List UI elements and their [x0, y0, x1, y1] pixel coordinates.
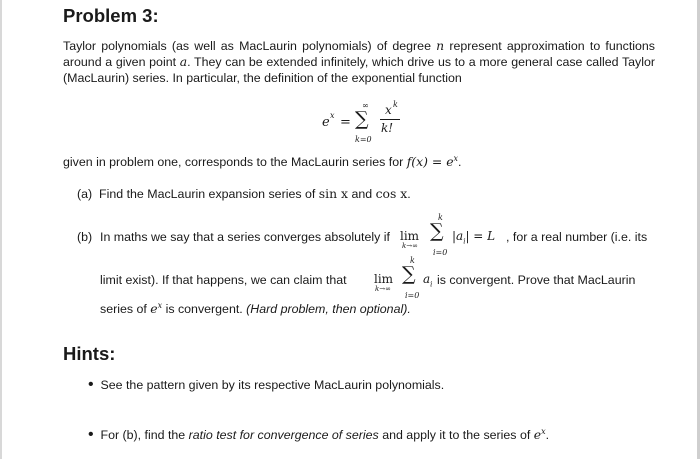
part-b-optional-note: (Hard problem, then optional).: [246, 302, 411, 317]
sum-1-sigma: ∑: [430, 220, 444, 242]
formula-lhs: e: [322, 115, 330, 130]
sum-1-lower: i=0: [433, 248, 448, 257]
formula-sigma: ∑: [355, 108, 369, 130]
bullet-icon: •: [88, 376, 94, 393]
hint-2-text-1: For (b), find the: [100, 428, 189, 442]
var-a: a: [179, 54, 188, 69]
formula-numerator-sup: k: [393, 100, 398, 109]
given-fx: f(x) = e: [406, 154, 454, 170]
sin-x: sin x: [318, 186, 348, 201]
intro-text-3: . They can be extended infinitely, which drive us to a more general case called Taylor (MacLaurin) series. In particular, the definition of the exponential function: [63, 55, 656, 85]
term-a: a: [423, 272, 431, 286]
abs-term-a: |a: [452, 229, 464, 243]
given-line: [63, 154, 462, 169]
sum-2-upper: k: [410, 256, 415, 265]
part-b-e: e: [150, 301, 158, 317]
hints-title: Hints:: [63, 343, 116, 364]
given-end: .: [458, 155, 462, 170]
hint-1: [88, 376, 444, 394]
intro-text-2: represent approximation to functions around a given point: [63, 39, 656, 69]
formula-upper-limit: ∞: [362, 101, 369, 110]
part-a: [77, 186, 411, 201]
formula-equals: =: [340, 115, 351, 130]
formula-lhs-sup: x: [330, 111, 335, 120]
term-sub: i: [430, 280, 433, 289]
part-b-e-sup: x: [157, 301, 163, 310]
hint-2-ratio-test: ratio test for convergence of series: [188, 428, 379, 442]
given-fx-sup: x: [453, 154, 459, 163]
hint-2-e: e: [533, 427, 542, 442]
formula-numerator: x: [385, 103, 392, 117]
var-n: n: [436, 38, 445, 53]
term-ai: [423, 272, 432, 288]
lim-2: lim: [374, 272, 394, 286]
part-b-label: (b): [77, 230, 93, 244]
problem-title: Problem 3:: [63, 5, 159, 26]
part-b-line-3: [100, 301, 411, 316]
page-left-edge: [0, 0, 2, 459]
part-b-text-6: is convergent.: [162, 302, 247, 317]
sum-2-lower: i=0: [405, 291, 420, 300]
part-a-and: and: [348, 187, 376, 201]
part-b-text-1: In maths we say that a series converges absolutely if: [100, 230, 390, 244]
bullet-icon: •: [88, 426, 94, 443]
part-b-text-5: series of: [100, 302, 151, 317]
hint-2-text-2: and apply it to the series of: [378, 428, 534, 442]
hint-2: [88, 426, 549, 444]
formula-denominator: k!: [381, 121, 394, 135]
sum-2-sigma: ∑: [402, 263, 416, 285]
abs-term: [452, 229, 495, 245]
abs-term-end: | = L: [465, 229, 496, 243]
part-a-label: (a): [77, 187, 93, 201]
formula-lower-limit: k=0: [355, 135, 372, 144]
hint-2-end: .: [545, 428, 550, 442]
lim-2-sub: k→∞: [375, 285, 391, 293]
hint-1-text: See the pattern given by its respective MacLaurin polynomials.: [100, 378, 445, 392]
intro-text-1: Taylor polynomials (as well as MacLaurin polynomials) of degree: [63, 39, 437, 53]
part-b-text-2: , for a real number (i.e. its: [506, 230, 648, 244]
abs-term-sub: i: [463, 237, 466, 246]
part-a-end: .: [407, 187, 411, 201]
formula-fraction-bar: [380, 119, 400, 120]
lim-1: lim: [400, 229, 420, 243]
given-text: given in problem one, corresponds to the MacLaurin series for: [63, 155, 407, 170]
intro-paragraph: [63, 38, 655, 86]
part-b-text-4: is convergent. Prove that MacLaurin: [437, 273, 636, 287]
lim-1-sub: k→∞: [402, 242, 418, 250]
part-a-text: Find the MacLaurin expansion series of: [99, 187, 319, 201]
sum-1-upper: k: [438, 213, 443, 222]
part-b-text-3: limit exist). If that happens, we can claim that: [100, 273, 347, 287]
cos-x: cos x: [375, 186, 408, 201]
hint-2-e-sup: x: [541, 426, 546, 436]
